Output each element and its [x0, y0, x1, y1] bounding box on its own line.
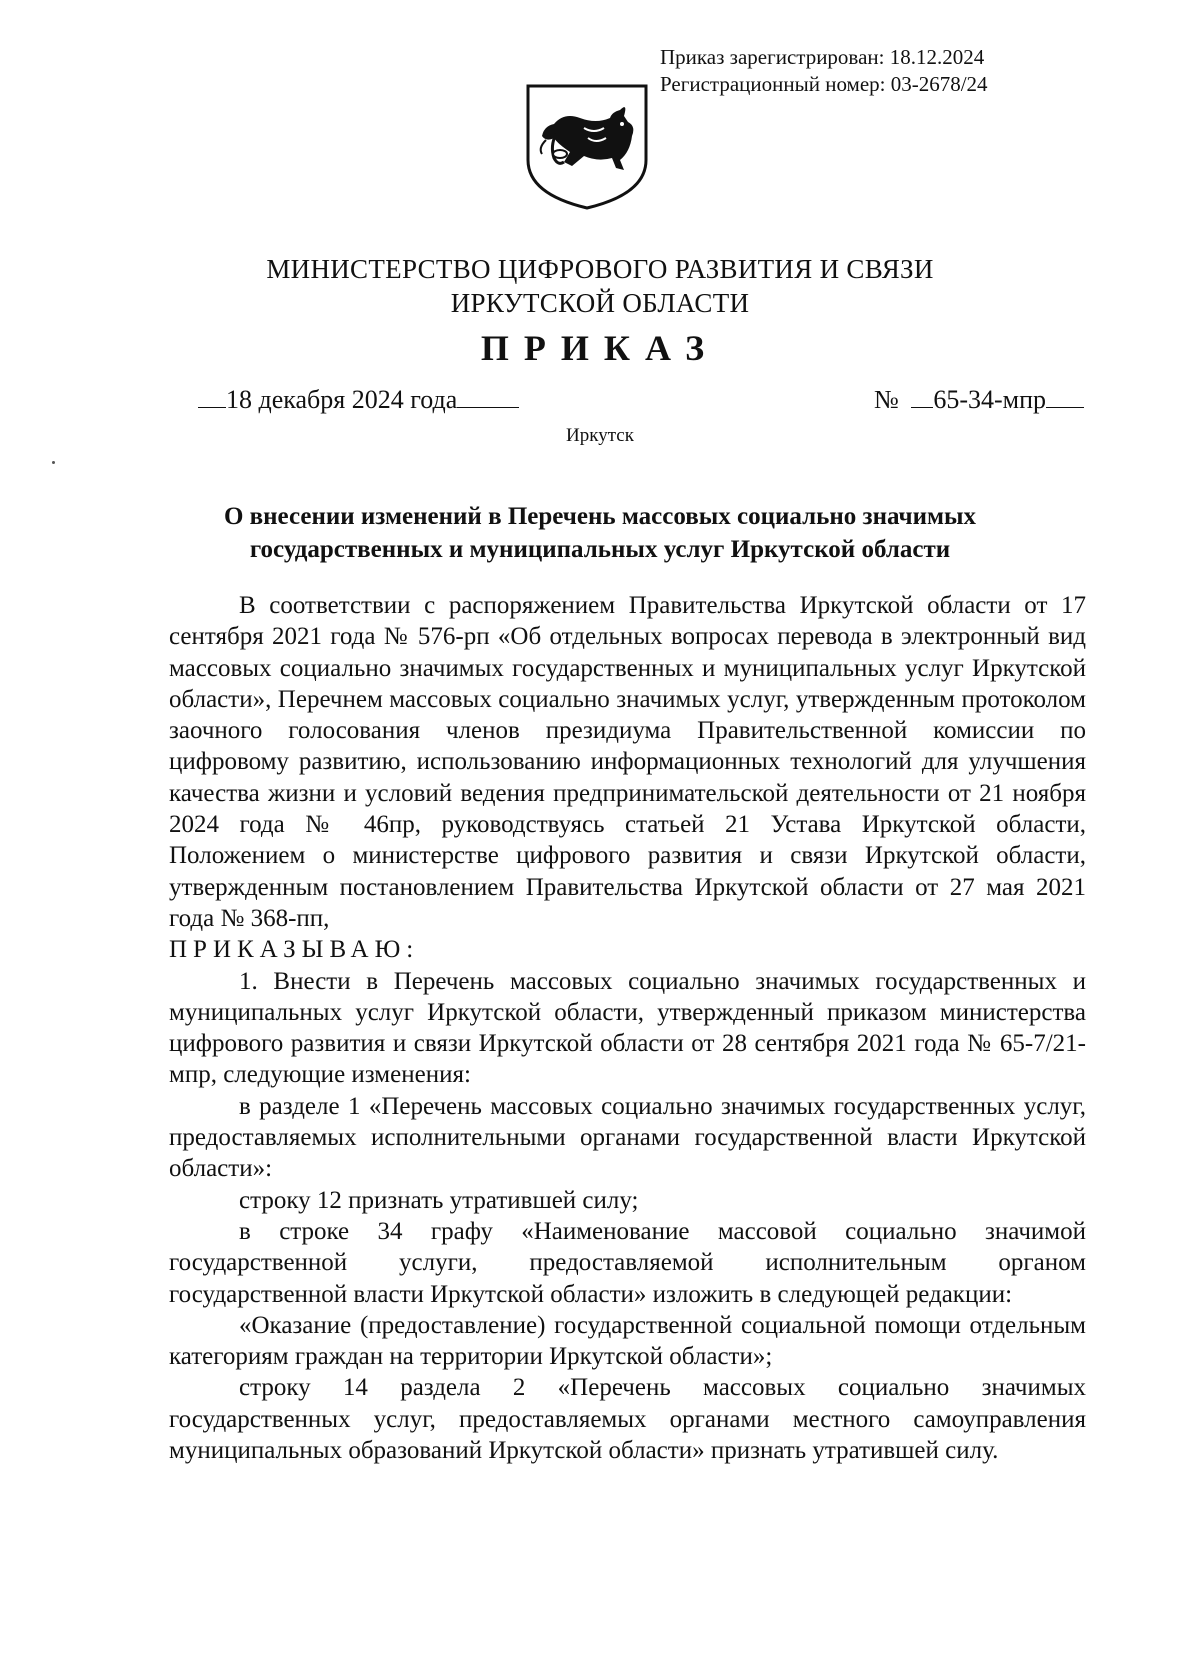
date-text: 18 декабря 2024 года — [226, 385, 458, 414]
registration-stamp — [660, 44, 988, 98]
irkutsk-coat-of-arms-icon — [524, 82, 650, 212]
document-type: ПРИКАЗ — [480, 328, 720, 368]
ministry-line-2: ИРКУТСКОЙ ОБЛАСТИ — [450, 288, 750, 318]
paragraph-section-1: в разделе 1 «Перечень массовых социально значимых государственных услуг, предоставляемых исполнительными органами государственной власти Иркутской области»: — [169, 1092, 1086, 1183]
paragraph-section-2: строку 14 раздела 2 «Перечень массовых социально значимых государственных услуг, предоставляемых органами местного самоуправления муниципальных образований Иркутской области» признать утратившей силу. — [169, 1374, 1086, 1465]
document-number — [874, 385, 1084, 415]
paragraph-row-34: в строке 34 графу «Наименование массовой социально значимой государственной услуги, предоставляемой исполнительным органом государственной власти Иркутской области» изложить в следующей редакции: — [169, 1217, 1086, 1308]
date-underline-right — [457, 387, 519, 408]
number-text: 65-34-мпр — [933, 385, 1046, 414]
registration-number: Регистрационный номер: 03-2678/24 — [660, 72, 988, 96]
title-line-2: государственных и муниципальных услуг Иркутской области — [249, 536, 951, 563]
document-date — [198, 385, 519, 415]
ministry-line-1: МИНИСТЕРСТВО ЦИФРОВОГО РАЗВИТИЯ И СВЯЗИ — [266, 254, 934, 284]
paragraph-order-word: ПРИКАЗЫВАЮ: — [169, 936, 420, 964]
paragraph-preamble: В соответствии с распоряжением Правительства Иркутской области от 17 сентября 2021 года № 576-рп «Об отдельных вопросах перевода в электронный вид массовых социально значимых государственных и муниципальных услуг Иркутской области», Перечнем массовых социально значимых услуг, утвержденным протоколом заочного голосования членов президиума Правительственной комиссии по цифровому развитию, использованию информационных технологий для улучшения качества жизни и условий ведения предпринимательской деятельности от 21 ноября 2024 года № 46пр, руководствуясь статьей 21 Устава Иркутской области, Положением о министерстве цифрового развития и связи Иркутской области, утвержденным постановлением Правительства Иркутской области от 27 мая 2021 года № 368-пп, — [169, 592, 1086, 932]
paragraph-new-wording: «Оказание (предоставление) государственной социальной помощи отдельным категориям граждан на территории Иркутской области»; — [169, 1311, 1086, 1371]
document-body — [169, 590, 1086, 1466]
paragraph-row-12: строку 12 признать утратившей силу; — [239, 1186, 639, 1214]
paragraph-item-1: 1. Внести в Перечень массовых социально значимых государственных и муниципальных услуг Иркутской области, утвержденный приказом министерства цифрового развития и связи Иркутской области от 28 сентября 2021 года № 65-7/21-мпр, следующие изменения: — [169, 967, 1086, 1089]
number-underline-left — [911, 387, 933, 408]
number-sign: № — [874, 385, 899, 414]
date-underline-left — [198, 387, 226, 408]
number-underline-right — [1046, 387, 1084, 408]
document-city: Иркутск — [566, 425, 634, 446]
title-line-1: О внесении изменений в Перечень массовых социально значимых — [223, 503, 977, 530]
registration-date: Приказ зарегистрирован: 18.12.2024 — [660, 45, 985, 69]
ministry-name — [0, 252, 1200, 320]
document-title — [150, 500, 1050, 566]
scan-speck — [52, 461, 55, 464]
